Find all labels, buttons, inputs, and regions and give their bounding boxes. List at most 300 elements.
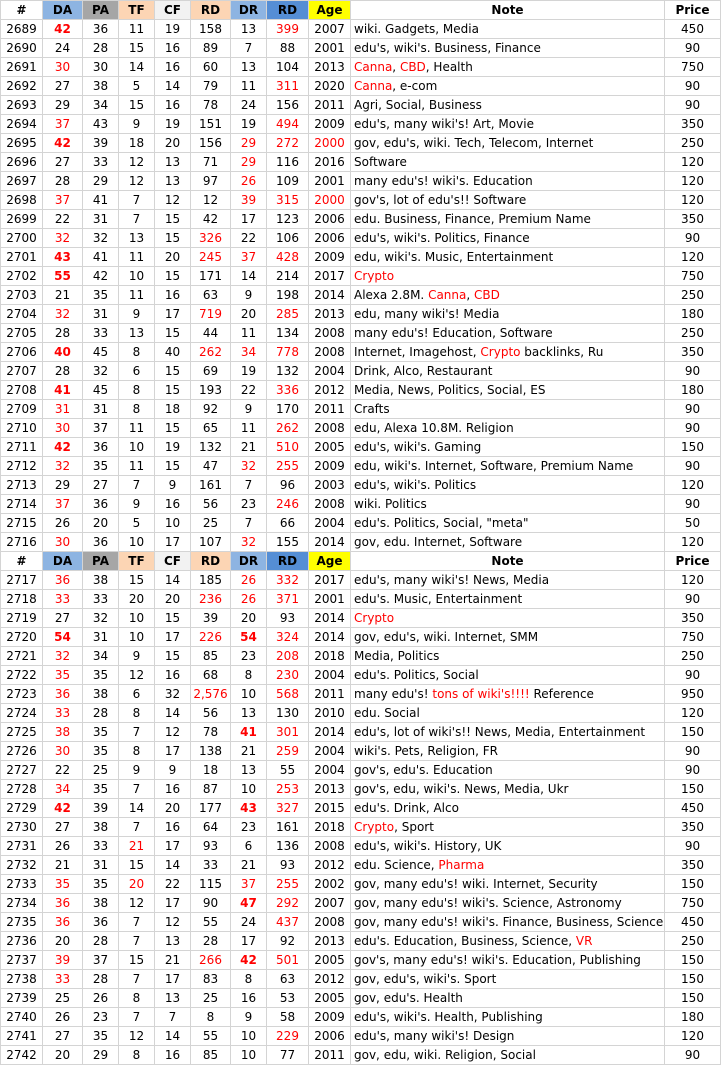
- cell-rd: 158: [191, 20, 231, 39]
- table-row: [1, 723, 721, 742]
- cell-da: 26: [43, 837, 83, 856]
- cell-rd: 245: [191, 248, 231, 267]
- cell-rd2: 109: [267, 172, 309, 191]
- column-header-dr: DR: [231, 552, 267, 571]
- cell-note: [351, 1027, 665, 1046]
- cell-rd: 326: [191, 229, 231, 248]
- cell-pa: 35: [83, 1027, 119, 1046]
- cell-rd2: 88: [267, 39, 309, 58]
- cell-rd2: 259: [267, 742, 309, 761]
- cell-note: [351, 571, 665, 590]
- cell-rd: 132: [191, 438, 231, 457]
- cell-id: 2724: [1, 704, 43, 723]
- note-segment: gov, many edu's! wiki's. Finance, Business, Science: [354, 915, 664, 929]
- cell-pa: 33: [83, 153, 119, 172]
- cell-dr: 6: [231, 837, 267, 856]
- cell-dr: 22: [231, 381, 267, 400]
- column-header-note: Note: [351, 552, 665, 571]
- cell-id: 2705: [1, 324, 43, 343]
- cell-rd2: 229: [267, 1027, 309, 1046]
- cell-tf: 20: [119, 875, 155, 894]
- note-segment: Reference: [529, 687, 594, 701]
- cell-tf: 8: [119, 1046, 155, 1065]
- cell-cf: 13: [155, 153, 191, 172]
- table-row: [1, 628, 721, 647]
- cell-rd: 68: [191, 666, 231, 685]
- cell-tf: 10: [119, 267, 155, 286]
- cell-tf: 8: [119, 381, 155, 400]
- cell-rd2: 510: [267, 438, 309, 457]
- cell-cf: 22: [155, 875, 191, 894]
- cell-da: 33: [43, 590, 83, 609]
- cell-tf: 7: [119, 970, 155, 989]
- cell-id: 2706: [1, 343, 43, 362]
- note-segment: edu. Science,: [354, 858, 439, 872]
- cell-rd2: 106: [267, 229, 309, 248]
- cell-note: [351, 609, 665, 628]
- cell-cf: 17: [155, 305, 191, 324]
- cell-da: 37: [43, 495, 83, 514]
- cell-pa: 38: [83, 818, 119, 837]
- table-row: [1, 533, 721, 552]
- cell-id: 2732: [1, 856, 43, 875]
- cell-age: 2018: [309, 647, 351, 666]
- note-segment: edu, wiki's. Music, Entertainment: [354, 250, 554, 264]
- cell-cf: 15: [155, 457, 191, 476]
- cell-da: 36: [43, 894, 83, 913]
- cell-note: [351, 267, 665, 286]
- cell-cf: 14: [155, 856, 191, 875]
- table-row: [1, 96, 721, 115]
- cell-cf: 16: [155, 666, 191, 685]
- cell-id: 2694: [1, 115, 43, 134]
- cell-tf: 10: [119, 533, 155, 552]
- cell-price: 750: [665, 894, 721, 913]
- note-segment: Software: [354, 155, 407, 169]
- cell-age: 2008: [309, 419, 351, 438]
- cell-cf: 16: [155, 818, 191, 837]
- cell-age: 2004: [309, 742, 351, 761]
- cell-age: 2014: [309, 628, 351, 647]
- cell-pa: 29: [83, 1046, 119, 1065]
- cell-dr: 43: [231, 799, 267, 818]
- note-segment: many edu's! wiki's. Education: [354, 174, 533, 188]
- note-segment: edu's, wiki's. History, UK: [354, 839, 502, 853]
- note-segment: Crypto: [354, 820, 395, 834]
- cell-age: 2009: [309, 248, 351, 267]
- cell-price: 250: [665, 324, 721, 343]
- column-header-da: DA: [43, 552, 83, 571]
- cell-price: 350: [665, 115, 721, 134]
- cell-age: 2004: [309, 761, 351, 780]
- cell-rd2: 214: [267, 267, 309, 286]
- cell-price: 120: [665, 704, 721, 723]
- cell-pa: 26: [83, 989, 119, 1008]
- cell-note: [351, 210, 665, 229]
- cell-da: 36: [43, 913, 83, 932]
- cell-cf: 9: [155, 476, 191, 495]
- cell-rd2: 292: [267, 894, 309, 913]
- cell-age: 2008: [309, 324, 351, 343]
- cell-da: 40: [43, 343, 83, 362]
- cell-dr: 9: [231, 286, 267, 305]
- cell-cf: 14: [155, 571, 191, 590]
- cell-pa: 28: [83, 932, 119, 951]
- cell-price: 120: [665, 476, 721, 495]
- cell-rd: 39: [191, 609, 231, 628]
- cell-id: 2695: [1, 134, 43, 153]
- cell-dr: 47: [231, 894, 267, 913]
- cell-pa: 20: [83, 514, 119, 533]
- note-segment: Crypto: [354, 611, 395, 625]
- cell-dr: 11: [231, 419, 267, 438]
- cell-rd: 107: [191, 533, 231, 552]
- cell-note: [351, 39, 665, 58]
- cell-cf: 17: [155, 742, 191, 761]
- cell-id: 2716: [1, 533, 43, 552]
- note-segment: edu's, wiki's. Gaming: [354, 440, 482, 454]
- cell-cf: 16: [155, 58, 191, 77]
- cell-tf: 9: [119, 761, 155, 780]
- cell-note: [351, 1008, 665, 1027]
- cell-age: 2001: [309, 172, 351, 191]
- note-segment: edu. Business, Finance, Premium Name: [354, 212, 591, 226]
- cell-cf: 13: [155, 989, 191, 1008]
- cell-rd: 63: [191, 286, 231, 305]
- cell-rd: 719: [191, 305, 231, 324]
- cell-note: [351, 932, 665, 951]
- cell-da: 54: [43, 628, 83, 647]
- cell-id: 2735: [1, 913, 43, 932]
- cell-age: 2006: [309, 210, 351, 229]
- table-row: [1, 457, 721, 476]
- cell-tf: 14: [119, 799, 155, 818]
- cell-age: 2001: [309, 590, 351, 609]
- cell-pa: 38: [83, 685, 119, 704]
- column-header-note: Note: [351, 1, 665, 20]
- cell-note: [351, 362, 665, 381]
- cell-pa: 32: [83, 609, 119, 628]
- cell-rd: 156: [191, 134, 231, 153]
- cell-tf: 7: [119, 191, 155, 210]
- cell-price: 90: [665, 229, 721, 248]
- cell-age: 2010: [309, 704, 351, 723]
- column-header-pa: PA: [83, 552, 119, 571]
- cell-id: 2702: [1, 267, 43, 286]
- cell-rd2: 778: [267, 343, 309, 362]
- cell-rd2: 371: [267, 590, 309, 609]
- cell-id: 2739: [1, 989, 43, 1008]
- cell-rd2: 494: [267, 115, 309, 134]
- cell-age: 2017: [309, 571, 351, 590]
- table-row: [1, 1046, 721, 1065]
- cell-pa: 25: [83, 761, 119, 780]
- table-row: [1, 438, 721, 457]
- cell-dr: 9: [231, 400, 267, 419]
- note-segment: Drink, Alco, Restaurant: [354, 364, 493, 378]
- cell-dr: 13: [231, 20, 267, 39]
- table-row: [1, 191, 721, 210]
- cell-tf: 7: [119, 723, 155, 742]
- cell-cf: 15: [155, 381, 191, 400]
- cell-da: 26: [43, 514, 83, 533]
- cell-id: 2715: [1, 514, 43, 533]
- cell-rd2: 134: [267, 324, 309, 343]
- table-row: [1, 780, 721, 799]
- cell-rd2: 96: [267, 476, 309, 495]
- table-row: [1, 913, 721, 932]
- cell-id: 2726: [1, 742, 43, 761]
- cell-rd: 28: [191, 932, 231, 951]
- cell-age: 2004: [309, 666, 351, 685]
- cell-note: [351, 818, 665, 837]
- cell-da: 28: [43, 172, 83, 191]
- cell-cf: 19: [155, 438, 191, 457]
- table-row: [1, 989, 721, 1008]
- cell-price: 90: [665, 742, 721, 761]
- cell-age: 2009: [309, 1008, 351, 1027]
- cell-dr: 13: [231, 704, 267, 723]
- cell-rd2: 336: [267, 381, 309, 400]
- table-row: [1, 210, 721, 229]
- cell-price: 90: [665, 495, 721, 514]
- cell-cf: 14: [155, 1027, 191, 1046]
- cell-rd: 55: [191, 913, 231, 932]
- cell-id: 2700: [1, 229, 43, 248]
- table-row: [1, 685, 721, 704]
- cell-rd: 177: [191, 799, 231, 818]
- cell-rd2: 136: [267, 837, 309, 856]
- table-row: [1, 761, 721, 780]
- cell-id: 2707: [1, 362, 43, 381]
- cell-rd: 85: [191, 1046, 231, 1065]
- cell-id: 2690: [1, 39, 43, 58]
- cell-tf: 9: [119, 115, 155, 134]
- column-header-rd2: RD: [267, 552, 309, 571]
- cell-cf: 14: [155, 77, 191, 96]
- cell-dr: 22: [231, 229, 267, 248]
- cell-cf: 32: [155, 685, 191, 704]
- cell-rd: 44: [191, 324, 231, 343]
- cell-da: 27: [43, 77, 83, 96]
- table-row: [1, 77, 721, 96]
- cell-price: 150: [665, 438, 721, 457]
- cell-pa: 35: [83, 286, 119, 305]
- cell-tf: 5: [119, 77, 155, 96]
- cell-dr: 26: [231, 590, 267, 609]
- cell-cf: 17: [155, 894, 191, 913]
- cell-note: [351, 438, 665, 457]
- note-segment: ,: [392, 60, 400, 74]
- cell-id: 2718: [1, 590, 43, 609]
- cell-id: 2717: [1, 571, 43, 590]
- cell-pa: 34: [83, 96, 119, 115]
- cell-note: [351, 305, 665, 324]
- cell-note: [351, 115, 665, 134]
- cell-da: 38: [43, 723, 83, 742]
- cell-rd: 65: [191, 419, 231, 438]
- cell-price: 120: [665, 191, 721, 210]
- cell-pa: 41: [83, 248, 119, 267]
- cell-price: 350: [665, 856, 721, 875]
- cell-dr: 13: [231, 58, 267, 77]
- cell-rd2: 53: [267, 989, 309, 1008]
- cell-age: 2004: [309, 514, 351, 533]
- cell-rd: 266: [191, 951, 231, 970]
- note-segment: edu, many wiki's! Media: [354, 307, 500, 321]
- cell-rd2: 285: [267, 305, 309, 324]
- cell-note: [351, 286, 665, 305]
- cell-note: [351, 951, 665, 970]
- table-row: [1, 153, 721, 172]
- cell-dr: 39: [231, 191, 267, 210]
- cell-dr: 23: [231, 818, 267, 837]
- cell-id: 2720: [1, 628, 43, 647]
- cell-tf: 20: [119, 590, 155, 609]
- cell-id: 2721: [1, 647, 43, 666]
- cell-id: 2722: [1, 666, 43, 685]
- column-header-da: DA: [43, 1, 83, 20]
- cell-id: 2697: [1, 172, 43, 191]
- cell-age: 2014: [309, 286, 351, 305]
- cell-da: 32: [43, 305, 83, 324]
- cell-tf: 15: [119, 571, 155, 590]
- note-segment: , Health: [425, 60, 473, 74]
- cell-tf: 10: [119, 628, 155, 647]
- cell-cf: 17: [155, 970, 191, 989]
- cell-dr: 8: [231, 970, 267, 989]
- column-header-rd: RD: [191, 552, 231, 571]
- cell-dr: 17: [231, 210, 267, 229]
- note-segment: CBD: [474, 288, 500, 302]
- cell-cf: 20: [155, 799, 191, 818]
- note-segment: wiki. Politics: [354, 497, 427, 511]
- cell-age: 2006: [309, 229, 351, 248]
- cell-pa: 38: [83, 571, 119, 590]
- cell-pa: 36: [83, 495, 119, 514]
- table-row: [1, 267, 721, 286]
- cell-pa: 33: [83, 837, 119, 856]
- cell-id: 2733: [1, 875, 43, 894]
- cell-note: [351, 666, 665, 685]
- cell-cf: 16: [155, 96, 191, 115]
- cell-tf: 8: [119, 343, 155, 362]
- cell-da: 26: [43, 1008, 83, 1027]
- table-body: [1, 1, 721, 1065]
- cell-dr: 14: [231, 267, 267, 286]
- cell-rd: 83: [191, 970, 231, 989]
- cell-id: 2692: [1, 77, 43, 96]
- cell-cf: 7: [155, 1008, 191, 1027]
- cell-id: 2714: [1, 495, 43, 514]
- cell-age: 2016: [309, 153, 351, 172]
- cell-tf: 15: [119, 96, 155, 115]
- cell-da: 30: [43, 419, 83, 438]
- cell-da: 39: [43, 951, 83, 970]
- cell-dr: 21: [231, 856, 267, 875]
- cell-note: [351, 381, 665, 400]
- cell-pa: 37: [83, 951, 119, 970]
- cell-da: 30: [43, 533, 83, 552]
- cell-dr: 20: [231, 305, 267, 324]
- cell-rd2: 262: [267, 419, 309, 438]
- cell-da: 21: [43, 286, 83, 305]
- table-row: [1, 856, 721, 875]
- cell-cf: 17: [155, 837, 191, 856]
- cell-price: 90: [665, 1046, 721, 1065]
- cell-age: 2012: [309, 970, 351, 989]
- cell-rd: 25: [191, 514, 231, 533]
- table-row: [1, 951, 721, 970]
- cell-da: 33: [43, 704, 83, 723]
- column-header-age: Age: [309, 1, 351, 20]
- cell-pa: 33: [83, 590, 119, 609]
- cell-cf: 19: [155, 115, 191, 134]
- cell-dr: 42: [231, 951, 267, 970]
- column-header-rd: RD: [191, 1, 231, 20]
- cell-dr: 54: [231, 628, 267, 647]
- table-row: [1, 58, 721, 77]
- cell-age: 2005: [309, 438, 351, 457]
- note-segment: many edu's!: [354, 687, 433, 701]
- cell-rd: 64: [191, 818, 231, 837]
- cell-note: [351, 875, 665, 894]
- cell-dr: 17: [231, 932, 267, 951]
- note-segment: edu's. Drink, Alco: [354, 801, 459, 815]
- cell-rd2: 253: [267, 780, 309, 799]
- cell-note: [351, 761, 665, 780]
- cell-price: 120: [665, 248, 721, 267]
- cell-cf: 20: [155, 248, 191, 267]
- note-segment: edu's. Politics, Social: [354, 668, 479, 682]
- cell-price: 150: [665, 723, 721, 742]
- cell-rd2: 66: [267, 514, 309, 533]
- note-segment: Agri, Social, Business: [354, 98, 482, 112]
- cell-pa: 31: [83, 628, 119, 647]
- table-row: [1, 248, 721, 267]
- note-segment: gov's, many edu's! wiki's. Education, Publishing: [354, 953, 641, 967]
- cell-rd: 92: [191, 400, 231, 419]
- cell-da: 32: [43, 457, 83, 476]
- note-segment: edu's, many wiki's! News, Media: [354, 573, 550, 587]
- table-row: [1, 362, 721, 381]
- cell-price: 90: [665, 96, 721, 115]
- cell-price: 750: [665, 58, 721, 77]
- note-segment: many edu's! Education, Software: [354, 326, 553, 340]
- table-row: [1, 286, 721, 305]
- cell-rd2: 230: [267, 666, 309, 685]
- cell-price: 250: [665, 647, 721, 666]
- cell-cf: 10: [155, 514, 191, 533]
- cell-pa: 43: [83, 115, 119, 134]
- cell-price: 180: [665, 305, 721, 324]
- table-row: [1, 324, 721, 343]
- cell-rd: 12: [191, 191, 231, 210]
- cell-rd2: 428: [267, 248, 309, 267]
- cell-id: 2711: [1, 438, 43, 457]
- table-row: [1, 419, 721, 438]
- column-header-age: Age: [309, 552, 351, 571]
- cell-id: 2701: [1, 248, 43, 267]
- note-segment: edu's, many wiki's! Design: [354, 1029, 515, 1043]
- cell-da: 55: [43, 267, 83, 286]
- cell-rd: 55: [191, 1027, 231, 1046]
- cell-note: [351, 324, 665, 343]
- cell-note: [351, 723, 665, 742]
- cell-id: 2742: [1, 1046, 43, 1065]
- cell-da: 29: [43, 476, 83, 495]
- cell-rd2: 130: [267, 704, 309, 723]
